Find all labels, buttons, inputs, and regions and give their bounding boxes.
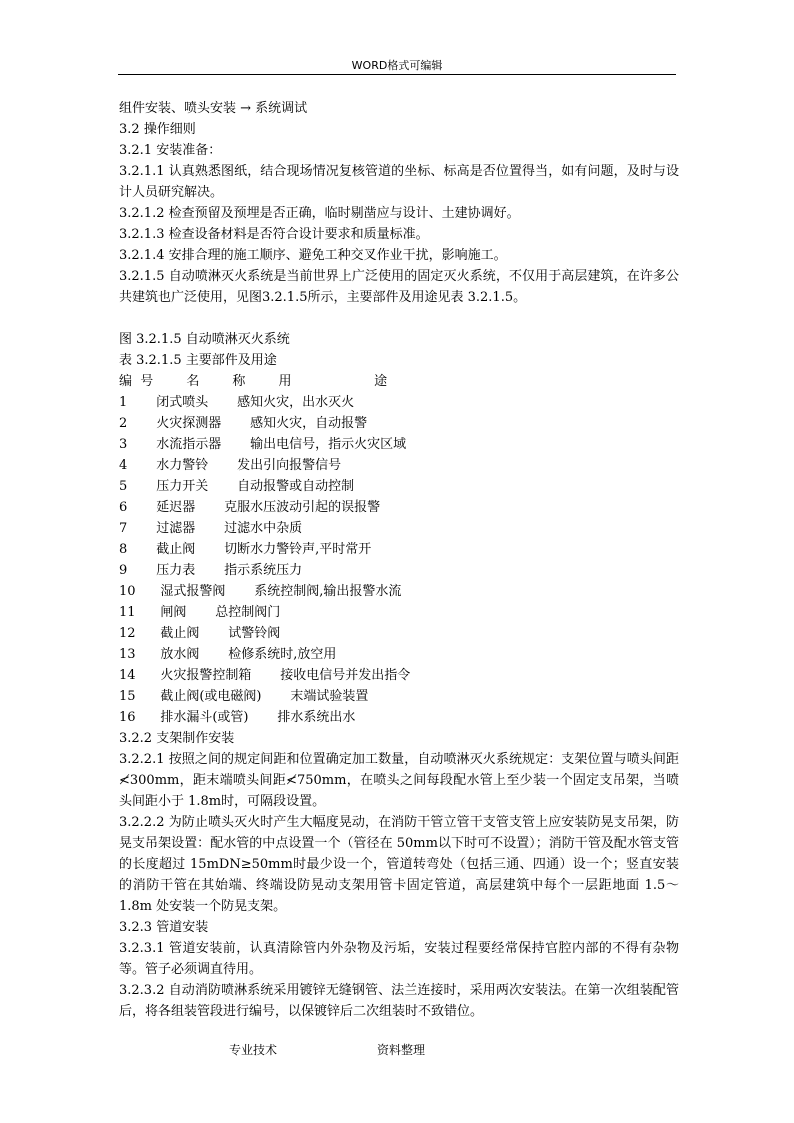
- paragraph-3-2-1-3: 3.2.1.3 检查设备材料是否符合设计要求和质量标准。: [119, 227, 429, 242]
- paragraph-3-2-2-2: 3.2.2.2 为防止喷头灭火时产生大幅度晃动，在消防干管立管干支管支管上应安装防晃支吊架，防晃支吊架设置：配水管的中点设置一个（管径在 50mm以下时可不设置）；消防干管及配水管支管的长度超过 15mDN≥50mm时最少设一个，管道转弯处（包括三通、四通）设一个；竖直安装的消防干管在其始端、终端设防晃动支架用管卡固定管道，高层建筑中每个一层距地面 1.5～1.8m 处安装一个防晃支架。: [119, 815, 679, 914]
- figure-caption: 图 3.2.1.5 自动喷淋灭火系统: [119, 332, 290, 347]
- table-row: 15 截止阀(或电磁阀) 末端试验装置: [119, 689, 369, 704]
- process-flow: 组件安装、喷头安装 → 系统调试: [119, 101, 308, 116]
- table-row: 14 火灾报警控制箱 接收电信号并发出指令: [119, 668, 411, 683]
- paragraph-3-2-3-1: 3.2.3.1 管道安装前，认真清除管内外杂物及污垢，安装过程要经常保持官腔内部的不得有杂物等。管子必须调直待用。: [119, 941, 679, 977]
- table-row: 3 水流指示器 输出电信号，指示火灾区域: [119, 437, 407, 452]
- table-row: 16 排水漏斗(或管) 排水系统出水: [119, 710, 356, 725]
- table-header: 编 号 名 称 用 途: [119, 374, 388, 389]
- paragraph-3-2-1-1: 3.2.1.1 认真熟悉图纸，结合现场情况复核管道的坐标、标高是否位置得当，如有问题，及时与设计人员研究解决。: [119, 164, 679, 200]
- table-caption: 表 3.2.1.5 主要部件及用途: [119, 353, 277, 368]
- parts-table: [119, 392, 679, 728]
- table-row: 11 闸阀 总控制阀门: [119, 605, 281, 620]
- section-heading-3-2-3: 3.2.3 管道安装: [119, 920, 209, 935]
- footer-left: 专业技术: [229, 1043, 278, 1057]
- section-heading-3-2-2: 3.2.2 支架制作安装: [119, 731, 235, 746]
- paragraph-3-2-1-5: 3.2.1.5 自动喷淋灭火系统是当前世界上广泛使用的固定灭火系统，不仅用于高层建筑，在许多公共建筑也广泛使用，见图3.2.1.5所示，主要部件及用途见表 3.2.1.5。: [119, 269, 679, 305]
- section-heading-3-2: 3.2 操作细则: [119, 122, 196, 137]
- page-header: WORD格式可编辑: [351, 59, 443, 72]
- table-row: 5 压力开关 自动报警或自动控制: [119, 479, 355, 494]
- header-divider: [118, 74, 676, 75]
- table-row: 2 火灾探测器 感知火灾，自动报警: [119, 416, 368, 431]
- paragraph-3-2-3-2: 3.2.3.2 自动消防喷淋系统采用镀锌无缝钢管、法兰连接时，采用两次安装法。在第一次组装配管后，将各组装管段进行编号，以保镀锌后二次组装时不致错位。: [119, 983, 679, 1019]
- paragraph-3-2-1-2: 3.2.1.2 检查预留及预埋是否正确，临时剔凿应与设计、土建协调好。: [119, 206, 520, 221]
- section-heading-3-2-1: 3.2.1 安装准备：: [119, 143, 222, 158]
- document-body: [119, 98, 679, 1022]
- table-row: 4 水力警铃 发出引向报警信号: [119, 458, 342, 473]
- table-row: 1 闭式喷头 感知火灾，出水灭火: [119, 395, 355, 410]
- table-row: 8 截止阀 切断水力警铃声,平时常开: [119, 542, 372, 557]
- paragraph-3-2-1-4: 3.2.1.4 安排合理的施工顺序、避免工种交叉作业干扰，影响施工。: [119, 248, 507, 263]
- blank-line: [119, 308, 679, 329]
- table-row: 13 放水阀 检修系统时,放空用: [119, 647, 337, 662]
- table-row: 12 截止阀 试警铃阀: [119, 626, 281, 641]
- table-row: 6 延迟器 克服水压波动引起的误报警: [119, 500, 381, 515]
- table-row: 9 压力表 指示系统压力: [119, 563, 303, 578]
- table-row: 10 湿式报警阀 系统控制阀,输出报警水流: [119, 584, 402, 599]
- paragraph-3-2-2-1: 3.2.2.1 按照之间的规定间距和位置确定加工数量，自动喷淋灭火系统规定：支架位置与喷头间距≮300mm，距末端喷头间距≮750mm，在喷头之间每段配水管上至少装一个固定支吊架，当喷头间距小于 1.8m时，可隔段设置。: [119, 752, 679, 809]
- footer-right: 资料整理: [377, 1043, 426, 1057]
- table-row: 7 过滤器 过滤水中杂质: [119, 521, 303, 536]
